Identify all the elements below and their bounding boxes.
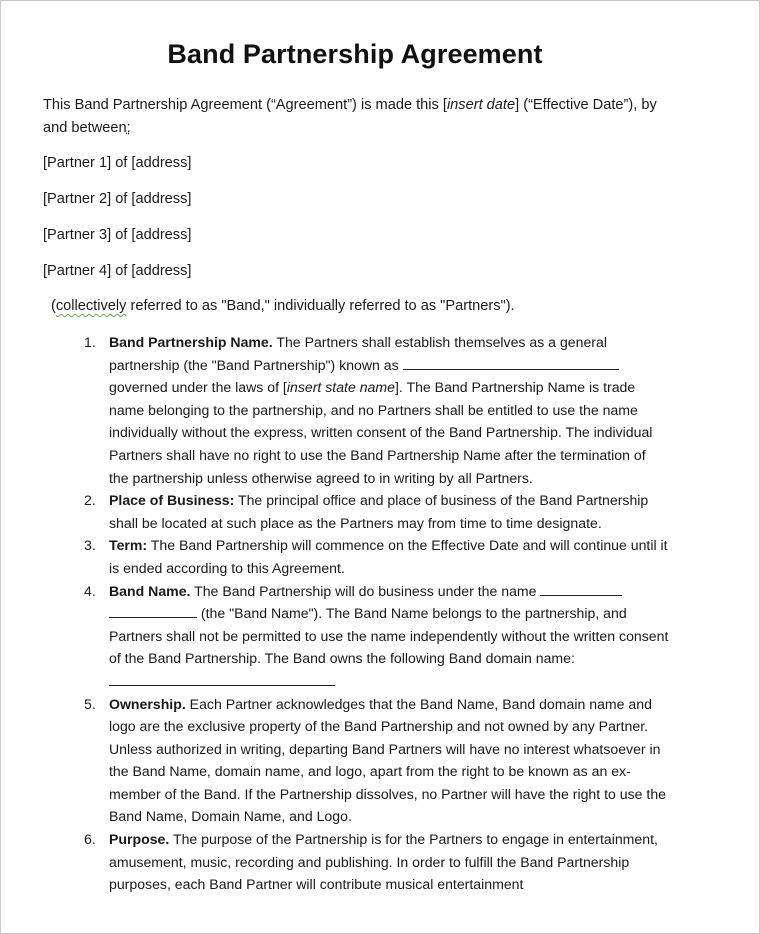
clause-list xyxy=(84,331,669,896)
clause-text: (the "Band Name"). The Band Name belongs to the partnership, and Partners shall not be permitted to use the name independently without the written consent of the Band Partnership. The Band owns the following Band domain name: xyxy=(109,605,669,667)
clause-number: 3. xyxy=(84,537,96,554)
clause-text: Each Partner acknowledges that the Band Name, Band domain name and logo are the exclusive property of the Band Partnership and not owned by any Partner. Unless authorized in writing, departing Band Partners will have no interest whatsoever in the Band Name, domain name, and logo, apart from the right to be known as an ex-member of the Band. If the Partnership dissolves, no Partner will have the right to use the Band Name, Domain Name, and Logo. xyxy=(109,695,666,825)
state-name-placeholder: insert state name xyxy=(286,379,395,396)
clause-number: 4. xyxy=(84,582,96,599)
document-title: Band Partnership Agreement xyxy=(167,39,543,69)
intro-text-1: This Band Partnership Agreement (“Agreement”) is made this [ xyxy=(43,97,447,113)
clause-number: 2. xyxy=(84,492,96,509)
clause-label: Purpose. xyxy=(109,831,170,848)
clause-5 xyxy=(84,693,669,829)
fill-in-blank[interactable] xyxy=(403,355,619,370)
clause-text: governed under the laws of [ xyxy=(109,379,287,396)
clause-label: Ownership. xyxy=(109,695,186,712)
clause-label: Band Partnership Name. xyxy=(109,334,273,350)
clause-1 xyxy=(84,331,669,489)
insert-date-placeholder: insert date xyxy=(446,97,516,113)
partner-line-1: [Partner 1] of [address] xyxy=(43,155,192,171)
collective-text: referred to as "Band," individually referred to as "Partners"). xyxy=(126,298,515,314)
clause-text: The Band Partnership will do business under the name xyxy=(190,582,541,599)
clause-6 xyxy=(84,828,669,896)
clause-text: The purpose of the Partnership is for the Partners to engage in entertainment, amusement, music, recording and publishing. In order to fulfill the Band Partnership purposes, each Band Partner will contribute musical entertainment xyxy=(109,831,658,893)
clause-label: Band Name. xyxy=(109,582,191,599)
partner-line-2: [Partner 2] of [address] xyxy=(43,191,192,207)
clause-4 xyxy=(84,580,669,693)
partner-line-3: [Partner 3] of [address] xyxy=(43,227,192,243)
open-paren: ( xyxy=(51,298,56,314)
clause-label: Place of Business: xyxy=(109,492,235,509)
clause-text: The principal office and place of business of the Band Partnership shall be located at such place as the Partners may from time to time designate. xyxy=(109,492,649,531)
clause-number: 5. xyxy=(84,695,96,712)
clause-3 xyxy=(84,534,669,579)
clause-number: 6. xyxy=(84,831,96,848)
partner-line-4: [Partner 4] of [address] xyxy=(43,263,192,279)
clause-text: The Band Partnership will commence on the Effective Date and will continue until it is ended according to this Agreement. xyxy=(109,537,668,576)
intro-paragraph xyxy=(43,94,683,140)
spellcheck-word: collectively xyxy=(55,298,127,314)
fill-in-blank[interactable] xyxy=(540,581,622,596)
collective-definition xyxy=(51,296,515,316)
clause-text: ]. The Band Partnership Name is trade name belonging to the partnership, and no Partners shall be entitled to use the name individually without the express, written consent of the Band Partnership. The individual Partners shall have no right to use the Band Partnership Name after the termination of the partnership unless otherwise agreed to in writing by all Partners. xyxy=(109,379,653,486)
intro-colon: : xyxy=(126,120,131,136)
intro-text-2: ] (“Effective Date”), by and between xyxy=(43,97,657,136)
fill-in-blank[interactable] xyxy=(109,603,197,618)
clause-2 xyxy=(84,489,669,534)
domain-name-blank[interactable] xyxy=(109,670,669,693)
clause-label: Term: xyxy=(109,537,148,554)
clause-number: 1. xyxy=(84,334,96,350)
clause-text: The Partners shall establish themselves as a general partnership (the "Band Partnership") known as xyxy=(109,334,607,373)
